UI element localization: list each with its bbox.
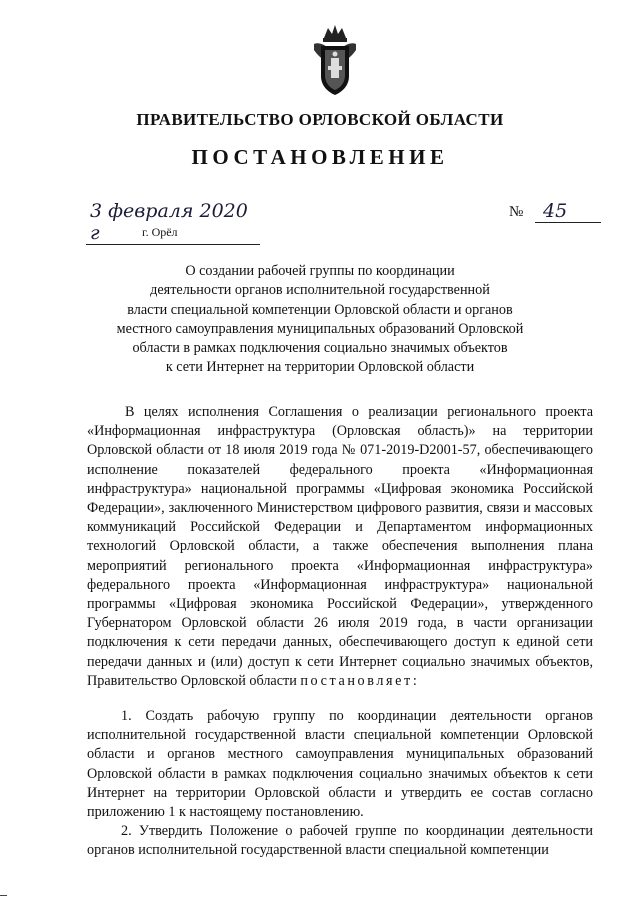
number-value: 45 <box>535 200 601 223</box>
document-date: 3 февраля 2020 г <box>86 200 260 245</box>
item-2-paragraph: 2. Утвердить Положение о рабочей группе по координации деятельности органов исполнительной государственной власти специальной компетенции <box>87 823 593 859</box>
subject-line: местного самоуправления муниципальных образований Орловской <box>116 320 524 337</box>
government-title: ПРАВИТЕЛЬСТВО ОРЛОВСКОЙ ОБЛАСТИ <box>136 110 504 129</box>
preamble-text: В целях исполнения Соглашения о реализации регионального проекта «Информационная инфраструктура (Орловская область)» на территории Орловской области от 18 июля 2019 года № 071-2019-D2001-57, обеспечивающего исполнение показателей федерального проекта «Информационная инфраструктура» национальной программы «Цифровая экономика Российской Федерации», заключенного Министерством цифрового развития, связи и массовых коммуникаций Российской Федерации и Департаментом информационных технологий Орловской области, а также обеспечения выполнения плана мероприятий регионального проекта «Информационная инфраструктура» федерального проекта «Информационная инфраструктура» национальной программы «Цифровая экономика Российской Федерации», утвержденного Губернатором Орловской области 26 июля 2019 года, в части организации подключения к сети передачи данных, обеспечивающего доступ к единой сети передачи данных и (или) доступ к сети Интернет социально значимых объектов, Правительство Орловской области <box>87 404 593 689</box>
decree-word: постановляет: <box>300 672 420 689</box>
document-type-title: ПОСТАНОВЛЕНИЕ <box>191 145 449 169</box>
number-label: № <box>509 204 524 220</box>
margin-mark <box>0 895 7 896</box>
subject-line: области в рамках подключения социально значимых объектов <box>132 340 508 357</box>
preamble-paragraph <box>87 403 593 691</box>
document-city: г. Орёл <box>142 225 178 239</box>
subject-line: власти специальной компетенции Орловской области и органов <box>127 301 513 318</box>
subject-line: к сети Интернет на территории Орловской области <box>165 359 475 376</box>
document-subject <box>100 262 540 378</box>
subject-line: деятельности органов исполнительной государственной <box>150 282 490 299</box>
subject-line: О создании рабочей группы по координации <box>185 263 455 279</box>
coat-of-arms-icon <box>312 22 358 98</box>
document-body <box>87 403 593 861</box>
document-number <box>509 202 595 224</box>
item-1-paragraph: 1. Создать рабочую группу по координации деятельности органов исполнительной государственной власти специальной компетенции Орловской области и органов местного самоуправления муниципальных образований Орловской области в рамках подключения социально значимых объектов к сети Интернет на территории Орловской области и утвердить ее состав согласно приложению 1 к настоящему постановлению. <box>87 708 593 821</box>
